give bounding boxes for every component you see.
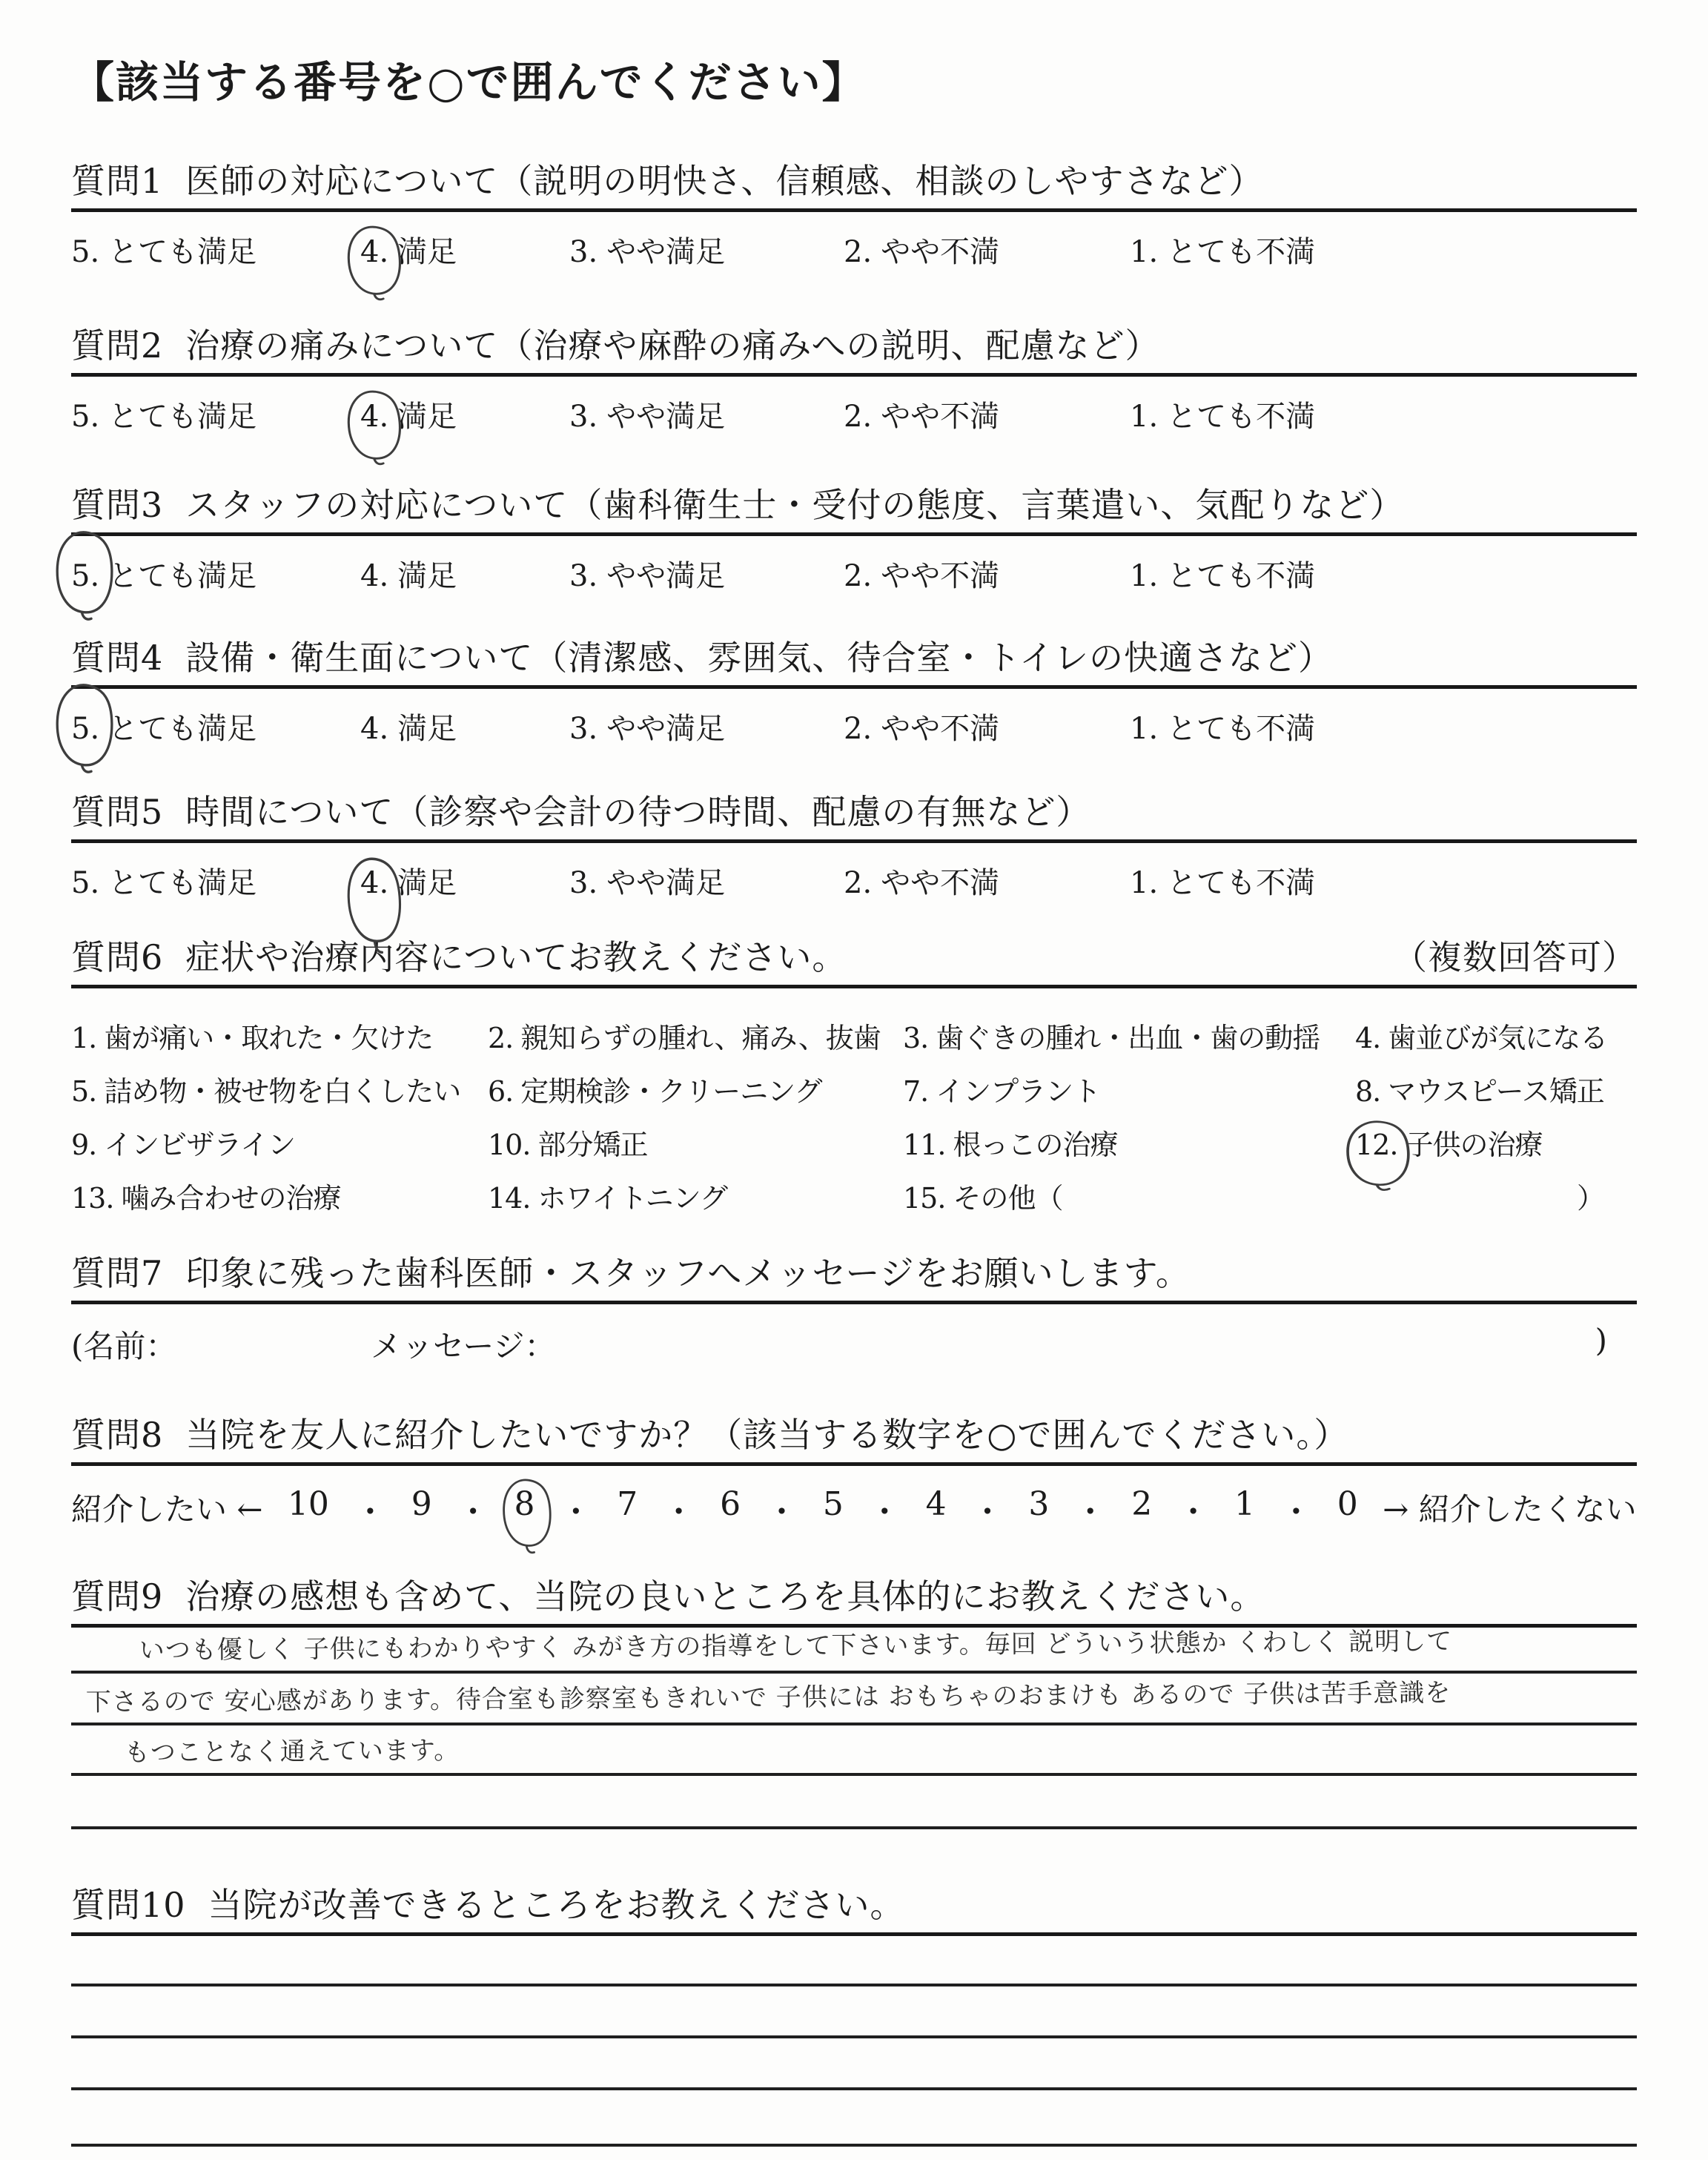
scale-0[interactable]: 0 [1337, 1485, 1358, 1523]
rating-option-5-selected[interactable]: 5. とても満足 [71, 705, 256, 747]
answer-line[interactable] [71, 1776, 1637, 1829]
rating-option-4-selected[interactable]: 4. 満足 [360, 859, 457, 902]
rating-option-3[interactable]: 3. やや満足 [569, 712, 726, 746]
symptom-option-12-selected[interactable]: 12. 子供の治療 [1355, 1122, 1542, 1163]
message-answer-row [71, 1322, 1637, 1364]
scale-dot: ・ [354, 1493, 387, 1531]
scale-8-selected[interactable]: 8 [514, 1485, 535, 1523]
question-3-block [71, 483, 1637, 600]
question-8-block [71, 1413, 1637, 1540]
symptom-option-15-other[interactable]: 15. その他（ [903, 1182, 1063, 1215]
rating-option-4[interactable]: 4. 満足 [360, 712, 457, 746]
rating-options-q5 [71, 859, 1637, 907]
question-label: 質問6 [71, 937, 164, 977]
question-label: 質問2 [71, 326, 164, 366]
answer-line[interactable] [71, 2090, 1637, 2147]
question-text: 治療の感想も含めて、当院の良いところを具体的にお教えください。 [185, 1576, 1265, 1616]
question-label: 質問7 [71, 1253, 164, 1293]
question-10-title [71, 1883, 1637, 1926]
symptom-option-8[interactable]: 8. マウスピース矯正 [1355, 1075, 1604, 1108]
question-text: 症状や治療内容についてお教えください。 [185, 937, 847, 977]
symptom-option-7[interactable]: 7. インプラント [903, 1075, 1101, 1108]
scale-2[interactable]: 2 [1131, 1485, 1153, 1523]
rating-option-4[interactable]: 4. 満足 [360, 559, 457, 593]
rating-option-2[interactable]: 2. やや不満 [844, 712, 1000, 746]
divider-line [71, 685, 1637, 689]
message-close-paren: ) [1595, 1322, 1607, 1358]
divider-line [71, 1301, 1637, 1304]
other-close-paren: ） [1576, 1182, 1604, 1215]
symptom-option-11[interactable]: 11. 根っこの治療 [903, 1129, 1118, 1161]
question-2-block [71, 324, 1637, 440]
rating-option-3[interactable]: 3. やや満足 [569, 866, 726, 900]
rating-options-q3 [71, 552, 1637, 600]
question-7-title [71, 1252, 1637, 1295]
scale-dot: ・ [662, 1493, 695, 1531]
rating-option-3[interactable]: 3. やや満足 [569, 235, 726, 269]
symptom-option-9[interactable]: 9. インビザライン [71, 1129, 296, 1161]
divider-line [71, 532, 1637, 536]
rating-options-q4 [71, 705, 1637, 753]
question-text: 印象に残った歯科医師・スタッフへメッセージをお願いします。 [185, 1253, 1191, 1293]
question-4-title [71, 636, 1637, 679]
question-1-title [71, 159, 1637, 202]
divider-line [71, 839, 1637, 843]
rating-option-3[interactable]: 3. やや満足 [569, 400, 726, 434]
scale-1[interactable]: 1 [1234, 1485, 1255, 1523]
question-text: スタッフの対応について（歯科衛生士・受付の態度、言葉遣い、気配りなど） [185, 485, 1405, 525]
scale-dot: ・ [1073, 1493, 1107, 1531]
rating-option-2[interactable]: 2. やや不満 [844, 235, 1000, 269]
nps-scale-row [71, 1485, 1637, 1540]
scale-dot: ・ [971, 1493, 1004, 1531]
name-field-label[interactable]: (名前： [71, 1328, 177, 1364]
scale-3[interactable]: 3 [1028, 1485, 1050, 1523]
question-text: 時間について（診察や会計の待つ時間、配慮の有無など） [185, 792, 1091, 832]
question-3-title [71, 483, 1637, 526]
question-label: 質問9 [71, 1576, 164, 1616]
rating-option-4-selected[interactable]: 4. 満足 [360, 228, 457, 271]
question-text: 医師の対応について（説明の明快さ、信頼感、相談のしやすさなど） [185, 161, 1264, 201]
handwritten-text: 下さるので 安心感があります。待合室も診察室もきれいで 子供には おもちゃのおまけも あるので 子供は苦手意識を [85, 1678, 1452, 1717]
symptom-option-5[interactable]: 5. 詰め物・被せ物を白くしたい [71, 1075, 461, 1108]
symptom-option-3[interactable]: 3. 歯ぐきの腫れ・出血・歯の動揺 [903, 1022, 1320, 1054]
answer-line[interactable] [71, 1936, 1637, 1986]
handwritten-text: いつも優しく 子供にもわかりやすく みがき方の指導をして下さいます。毎回 どういう状態か くわしく 説明して [139, 1626, 1453, 1665]
rating-option-5-selected[interactable]: 5. とても満足 [71, 552, 256, 595]
symptom-options-grid [71, 1015, 1637, 1238]
scale-dot: ・ [1280, 1493, 1313, 1531]
answer-line[interactable] [71, 1674, 1637, 1725]
question-6-block [71, 936, 1637, 1238]
question-8-title [71, 1413, 1637, 1456]
scale-10[interactable]: 10 [287, 1485, 329, 1523]
rating-option-5[interactable]: 5. とても満足 [71, 866, 257, 900]
divider-line [71, 985, 1637, 988]
rating-options-q1 [71, 228, 1637, 276]
question-label: 質問5 [71, 792, 164, 832]
message-field-label[interactable]: メッセージ： [371, 1328, 556, 1364]
rating-option-4-selected[interactable]: 4. 満足 [360, 393, 457, 435]
question-9-block [71, 1575, 1637, 1829]
question-label: 質問4 [71, 638, 164, 678]
scale-5[interactable]: 5 [822, 1485, 844, 1523]
question-1-block [71, 159, 1637, 276]
question-6-title [71, 936, 1637, 979]
answer-line[interactable] [71, 2038, 1637, 2090]
answer-line[interactable] [71, 1986, 1637, 2038]
question-2-title [71, 324, 1637, 367]
question-10-block [71, 1883, 1637, 2147]
rating-option-5[interactable]: 5. とても満足 [71, 400, 257, 434]
divider-line [71, 373, 1637, 377]
rating-option-1[interactable]: 1. とても不満 [1130, 235, 1316, 269]
symptom-option-2[interactable]: 2. 親知らずの腫れ、痛み、抜歯 [488, 1022, 881, 1054]
rating-option-1[interactable]: 1. とても不満 [1130, 866, 1316, 900]
symptom-option-6[interactable]: 6. 定期検診・クリーニング [488, 1075, 822, 1108]
rating-option-1[interactable]: 1. とても不満 [1130, 712, 1316, 746]
scale-right-label: → 紹介したくない [1383, 1491, 1637, 1527]
divider-line [71, 208, 1637, 212]
question-7-block [71, 1252, 1637, 1364]
multi-answer-note: （複数回答可） [1393, 937, 1637, 977]
rating-option-2[interactable]: 2. やや不満 [844, 559, 1000, 593]
rating-option-2[interactable]: 2. やや不満 [844, 866, 1000, 900]
question-label: 質問3 [71, 485, 164, 525]
rating-option-1[interactable]: 1. とても不満 [1130, 559, 1316, 593]
question-5-block [71, 790, 1637, 907]
symptom-option-1[interactable]: 1. 歯が痛い・取れた・欠けた [71, 1022, 434, 1054]
question-text: 設備・衛生面について（清潔感、雰囲気、待合室・トイレの快適さなど） [185, 638, 1334, 678]
rating-options-q2 [71, 393, 1637, 440]
scale-dot: ・ [457, 1493, 490, 1531]
question-label: 質問1 [71, 161, 164, 201]
scale-7[interactable]: 7 [617, 1485, 638, 1523]
symptom-option-13[interactable]: 13. 噛み合わせの治療 [71, 1182, 341, 1215]
question-4-block [71, 636, 1637, 753]
rating-option-2[interactable]: 2. やや不満 [844, 400, 1000, 434]
question-label: 質問8 [71, 1415, 164, 1455]
question-text: 治療の痛みについて（治療や麻酔の痛みへの説明、配慮など） [185, 326, 1160, 366]
answer-line[interactable] [71, 1628, 1637, 1674]
rating-option-5[interactable]: 5. とても満足 [71, 235, 257, 269]
scale-dot: ・ [559, 1493, 592, 1531]
scale-left-label: 紹介したい ← [71, 1491, 263, 1527]
question-label: 質問10 [71, 1885, 186, 1925]
divider-line [71, 1462, 1637, 1466]
question-text: 当院を友人に紹介したいですか？（該当する数字を○で囲んでください。） [185, 1415, 1349, 1455]
rating-option-1[interactable]: 1. とても不満 [1130, 400, 1316, 434]
question-5-title [71, 790, 1637, 833]
symptom-option-14[interactable]: 14. ホワイトニング [488, 1182, 728, 1215]
scale-4[interactable]: 4 [925, 1485, 947, 1523]
answer-line[interactable] [71, 1725, 1637, 1776]
question-text: 当院が改善できるところをお教えください。 [208, 1885, 905, 1925]
handwritten-text: もつことなく通えています。 [124, 1735, 460, 1768]
symptom-option-10[interactable]: 10. 部分矯正 [488, 1129, 648, 1161]
scale-6[interactable]: 6 [720, 1485, 741, 1523]
scale-dot: ・ [868, 1493, 901, 1531]
page-title: 【該当する番号を○で囲んでください】 [71, 57, 867, 108]
scale-9[interactable]: 9 [411, 1485, 432, 1523]
scale-dot: ・ [765, 1493, 798, 1531]
scale-dot: ・ [1176, 1493, 1210, 1531]
question-9-title [71, 1575, 1637, 1618]
symptom-option-4[interactable]: 4. 歯並びが気になる [1355, 1022, 1608, 1054]
rating-option-3[interactable]: 3. やや満足 [569, 559, 726, 593]
